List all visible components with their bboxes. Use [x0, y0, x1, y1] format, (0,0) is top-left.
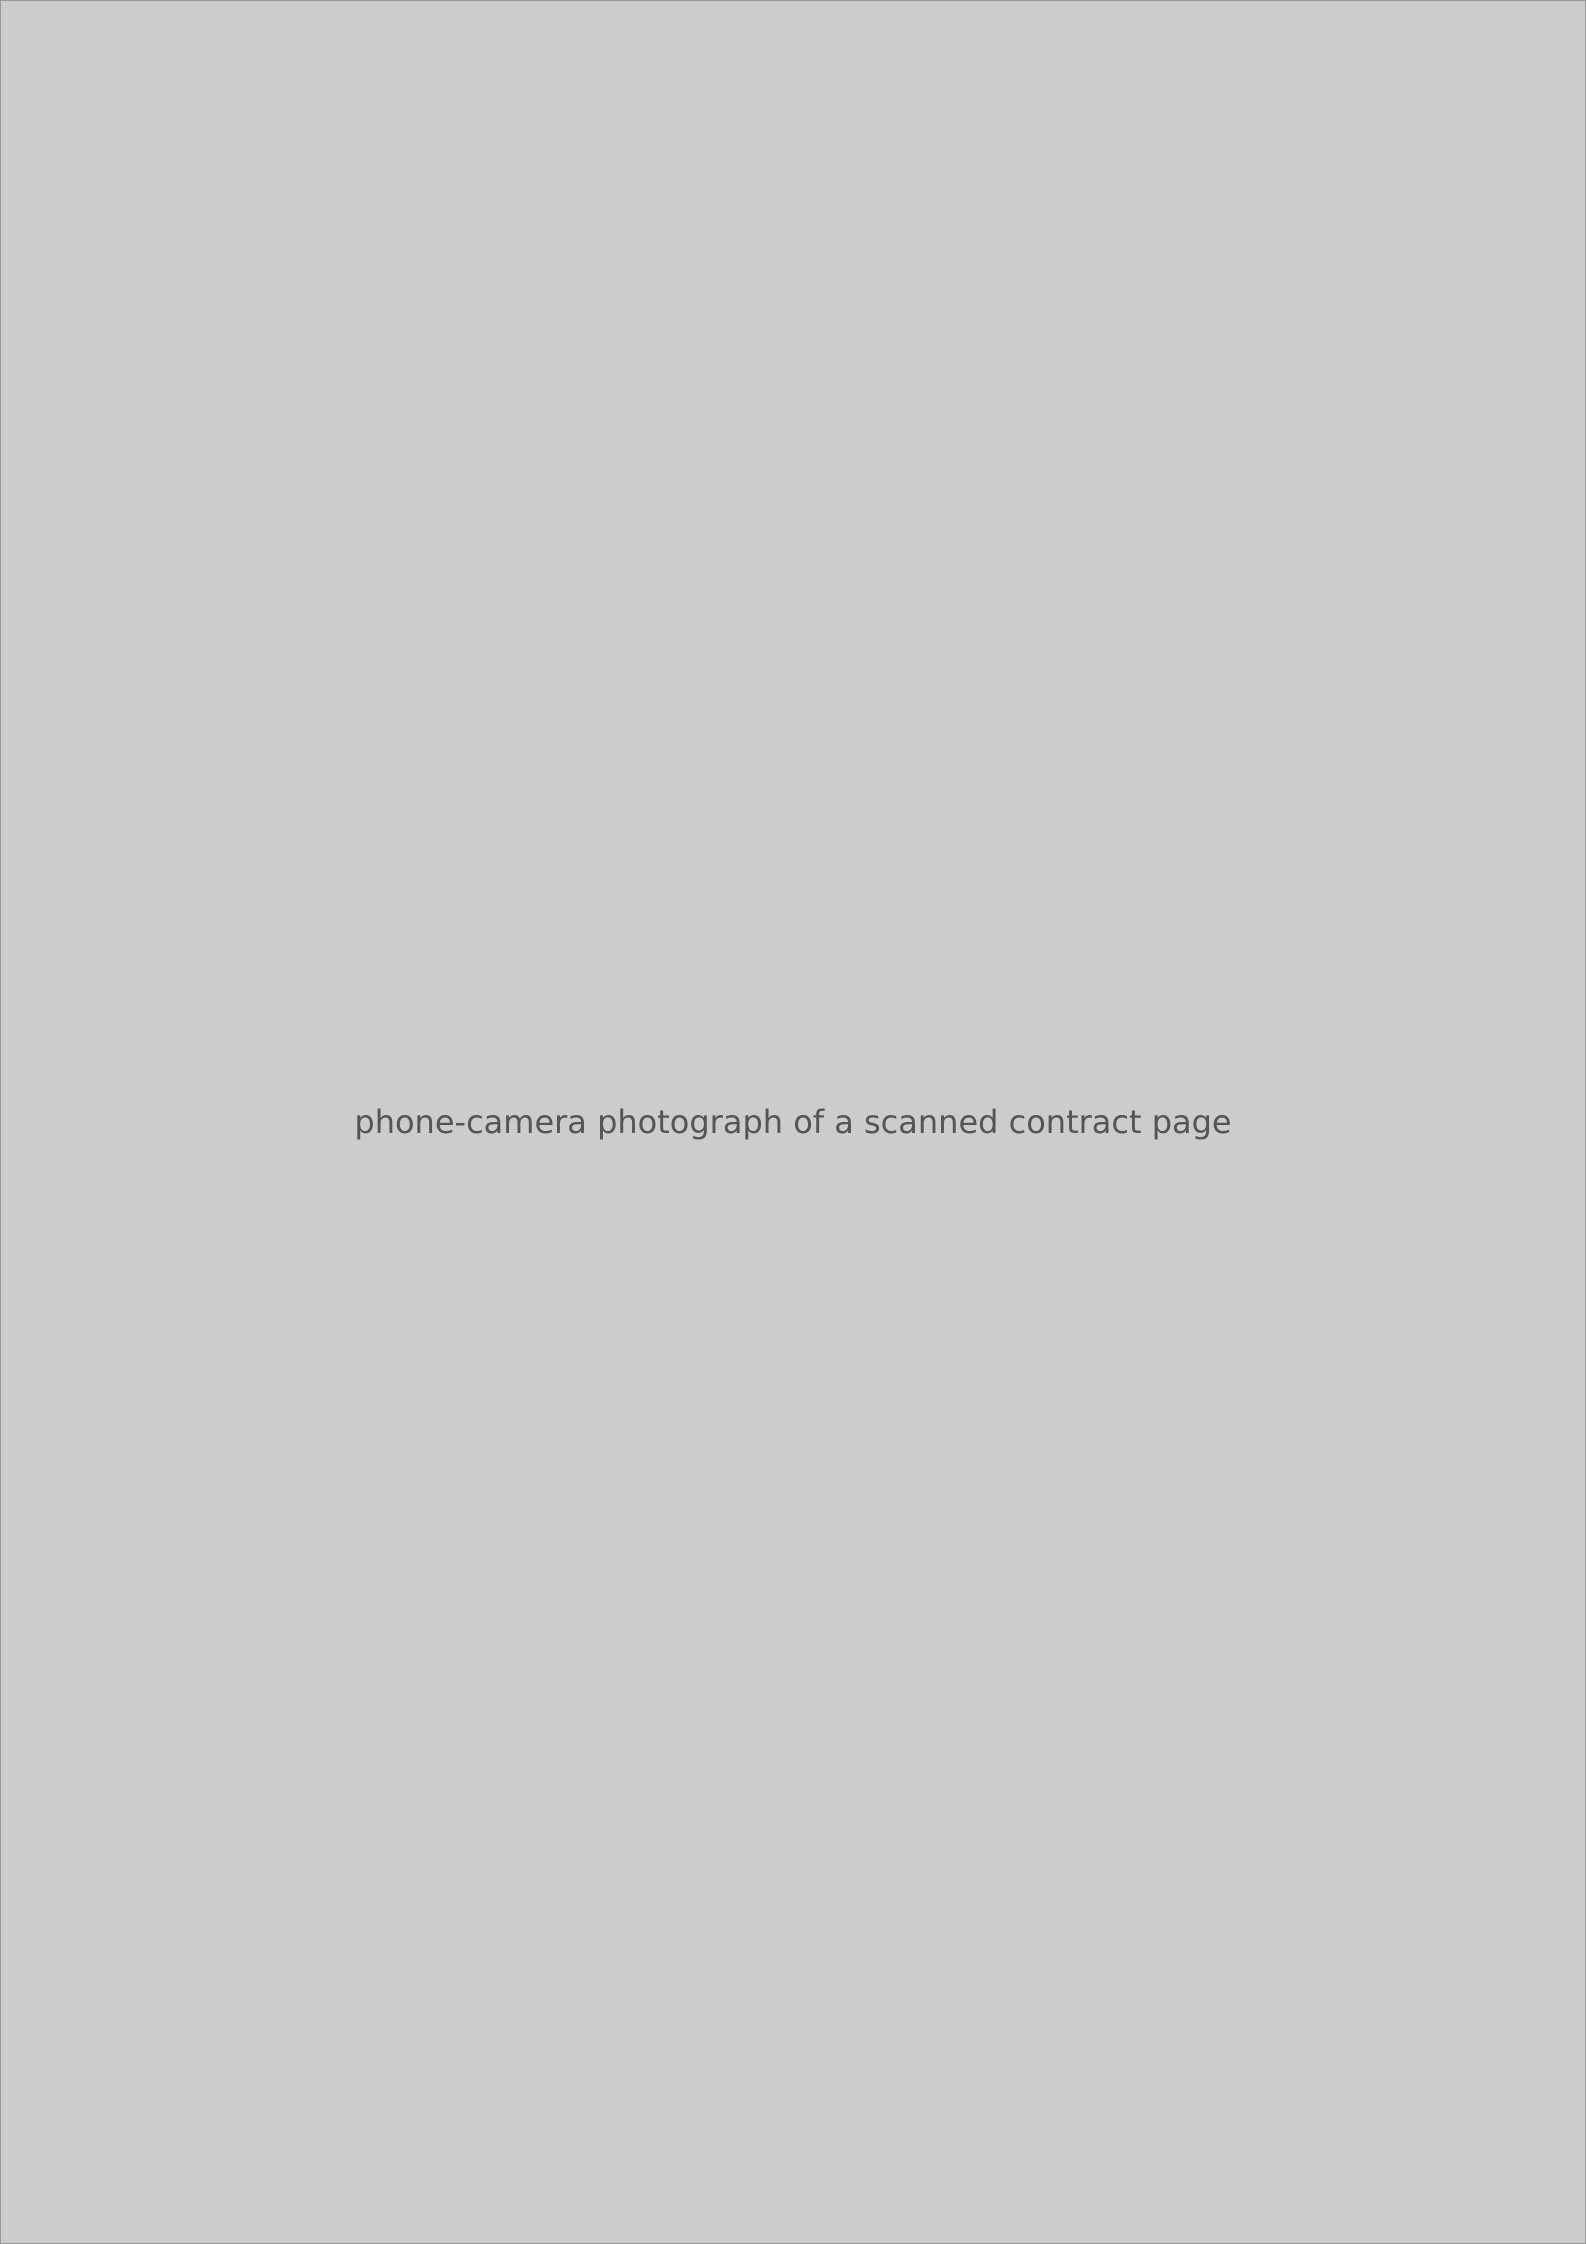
placeholder-label: phone-camera photograph of a scanned contract page	[354, 1103, 1232, 1141]
